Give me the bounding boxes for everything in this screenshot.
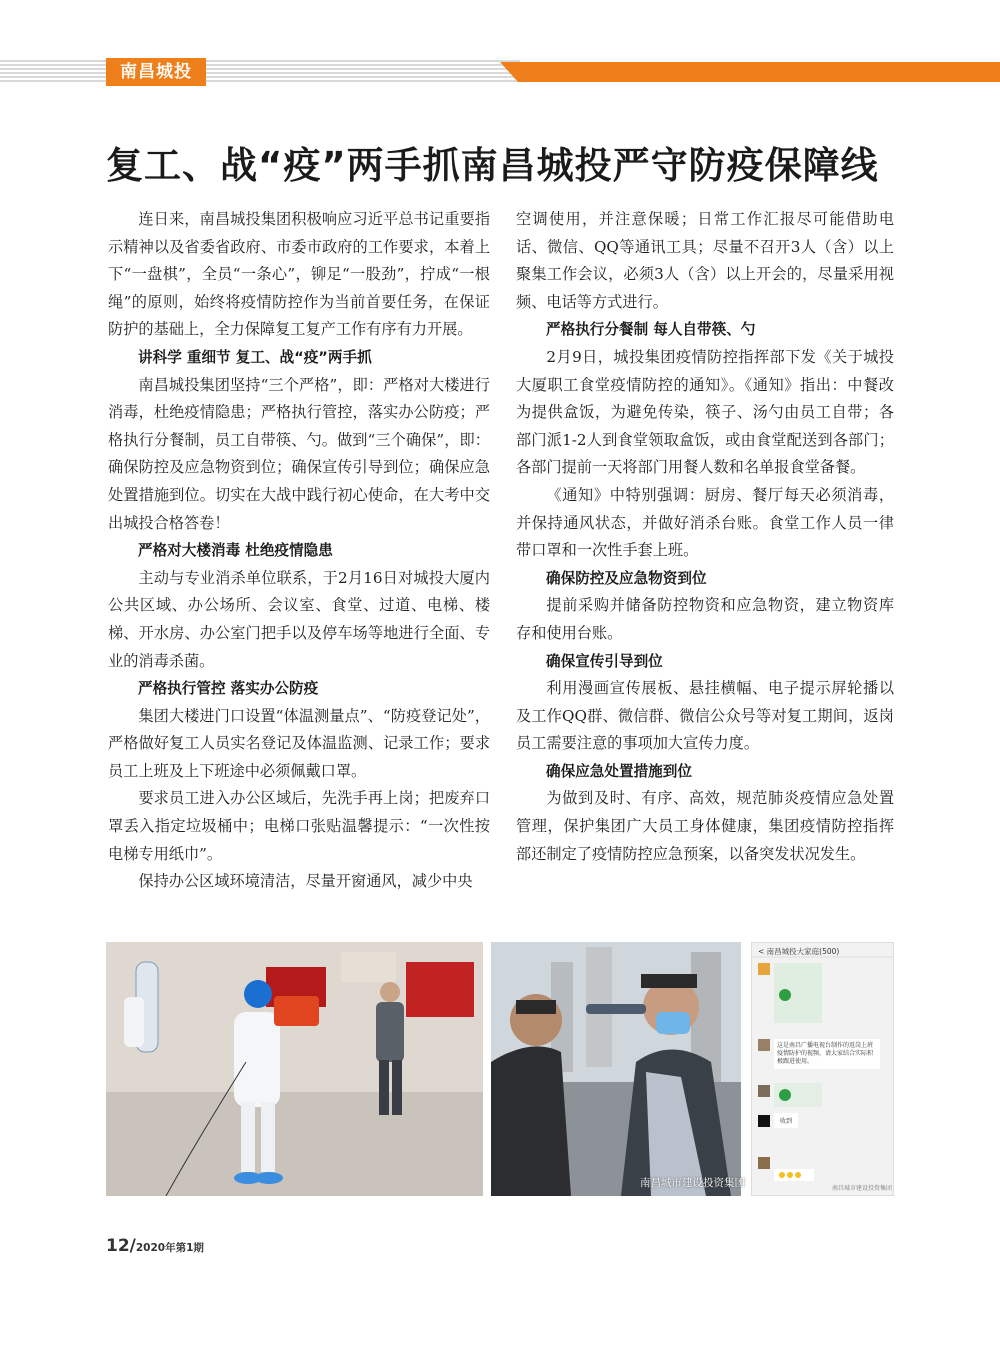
body-paragraph: 主动与专业消杀单位联系，于2月16日对城投大厦内公共区域、办公场所、会议室、食堂、过道、电梯、楼梯、开水房、办公室门把手以及停车场等地进行全面、专业的消毒杀菌。 <box>108 568 490 670</box>
body-paragraph: 要求员工进入办公区域后，先洗手再上岗；把废弃口罩丢入指定垃圾桶中；电梯口张贴温馨提示：“一次性按电梯专用纸巾”。 <box>108 789 490 863</box>
header-stripes <box>0 60 520 84</box>
header-accent-bar <box>500 62 1000 82</box>
section-heading: 确保防控及应急物资到位 <box>546 569 707 587</box>
section-heading: 确保宣传引导到位 <box>546 652 663 670</box>
photo-watermark: 南昌城市建设投资集团 <box>640 1177 745 1189</box>
chat-message: 这是南昌广播电视台制作的返岗上班疫情防护的视频，请大家结合实际积极跟进使用。 <box>774 1039 880 1069</box>
body-paragraph: 利用漫画宣传展板、悬挂横幅、电子提示屏轮播以及工作QQ群、微信群、微信公众号等对复工期间，返岗员工需要注意的事项加大宣传力度。 <box>516 679 894 753</box>
section-heading: 严格对大楼消毒 杜绝疫情隐患 <box>138 542 333 560</box>
body-paragraph: 空调使用，并注意保暖；日常工作汇报尽可能借助电话、微信、QQ等通讯工具；尽量不召开3人（含）以上聚集工作会议，必须3人（含）以上开会的，尽量采用视频、电话等方式进行。 <box>516 210 894 311</box>
body-paragraph: 集团大楼进门口设置“体温测量点”、“防疫登记处”，严格做好复工人员实名登记及体温监测、记录工作；要求员工上班及上下班途中必须佩戴口罩。 <box>108 706 490 780</box>
section-heading: 讲科学 重细节 复工、战“疫”两手抓 <box>138 348 372 366</box>
right-column <box>516 206 894 868</box>
body-paragraph: 提前采购并储备防控物资和应急物资，建立物资库存和使用台账。 <box>516 596 894 642</box>
article-title: 复工、战“疫”两手抓南昌城投严守防疫保障线 <box>106 144 879 187</box>
section-heading: 严格执行管控 落实办公防疫 <box>138 680 319 698</box>
issue-label: 2020年第1期 <box>135 1242 204 1254</box>
chat-watermark: 南昌城市建设投资集团 <box>832 1185 893 1192</box>
temperature-check-scene <box>491 942 741 1196</box>
photo-temperature-check <box>491 942 741 1196</box>
chat-group-title: < 南昌城投大家庭(500) <box>758 947 840 956</box>
body-paragraph: 为做到及时、有序、高效，规范肺炎疫情应急处置管理，保护集团广大员工身体健康，集团疫情防控指挥部还制定了疫情防控应急预案，以备突发状况发生。 <box>516 789 894 863</box>
body-paragraph: 连日来，南昌城投集团积极响应习近平总书记重要指示精神以及省委省政府、市委市政府的工作要求，本着上下“一盘棋”，全员“一条心”，铆足“一股劲”，拧成“一根绳”的原则，始终将疫情防控作为当前首要任务，在保证防护的基础上，全力保障复工复产工作有序有力开展。 <box>108 210 490 339</box>
photo-disinfection <box>106 942 483 1196</box>
chat-reply: 收到 <box>774 1113 798 1128</box>
disinfection-scene <box>106 942 483 1196</box>
left-column <box>108 206 490 896</box>
page-number: 12/ <box>106 1236 136 1256</box>
body-paragraph: 《通知》中特别强调：厨房、餐厅每天必须消毒，并保持通风状态，并做好消杀台账。食堂工作人员一律带口罩和一次性手套上班。 <box>516 485 894 560</box>
chat-thread <box>752 943 893 1195</box>
section-tag: 南昌城投 <box>106 58 206 86</box>
page-footer <box>106 1236 204 1256</box>
section-heading: 确保应急处置措施到位 <box>546 762 692 780</box>
body-paragraph: 2月9日，城投集团疫情防控指挥部下发《关于城投大厦职工食堂疫情防控的通知》。《通知》指出：中餐改为提供盒饭，为避免传染，筷子、汤勺由员工自带；各部门派1-2人到食堂领取盒饭，或由食堂配送到各部门；各部门提前一天将部门用餐人数和名单报食堂备餐。 <box>516 347 894 477</box>
body-paragraph: 保持办公区域环境清洁，尽量开窗通风，减少中央 <box>138 872 473 891</box>
section-heading: 严格执行分餐制 每人自带筷、勺 <box>546 321 756 339</box>
body-paragraph: 南昌城投集团坚持“三个严格”，即：严格对大楼进行消毒，杜绝疫情隐患；严格执行管控，落实办公防疫；严格执行分餐制，员工自带筷、勺。做到“三个确保”，即：确保防控及应急物资到位；确保宣传引导到位；确保应急处置措施到位。切实在大战中践行初心使命，在大考中交出城投合格答卷！ <box>108 375 490 532</box>
photo-wechat-screenshot <box>751 942 894 1196</box>
